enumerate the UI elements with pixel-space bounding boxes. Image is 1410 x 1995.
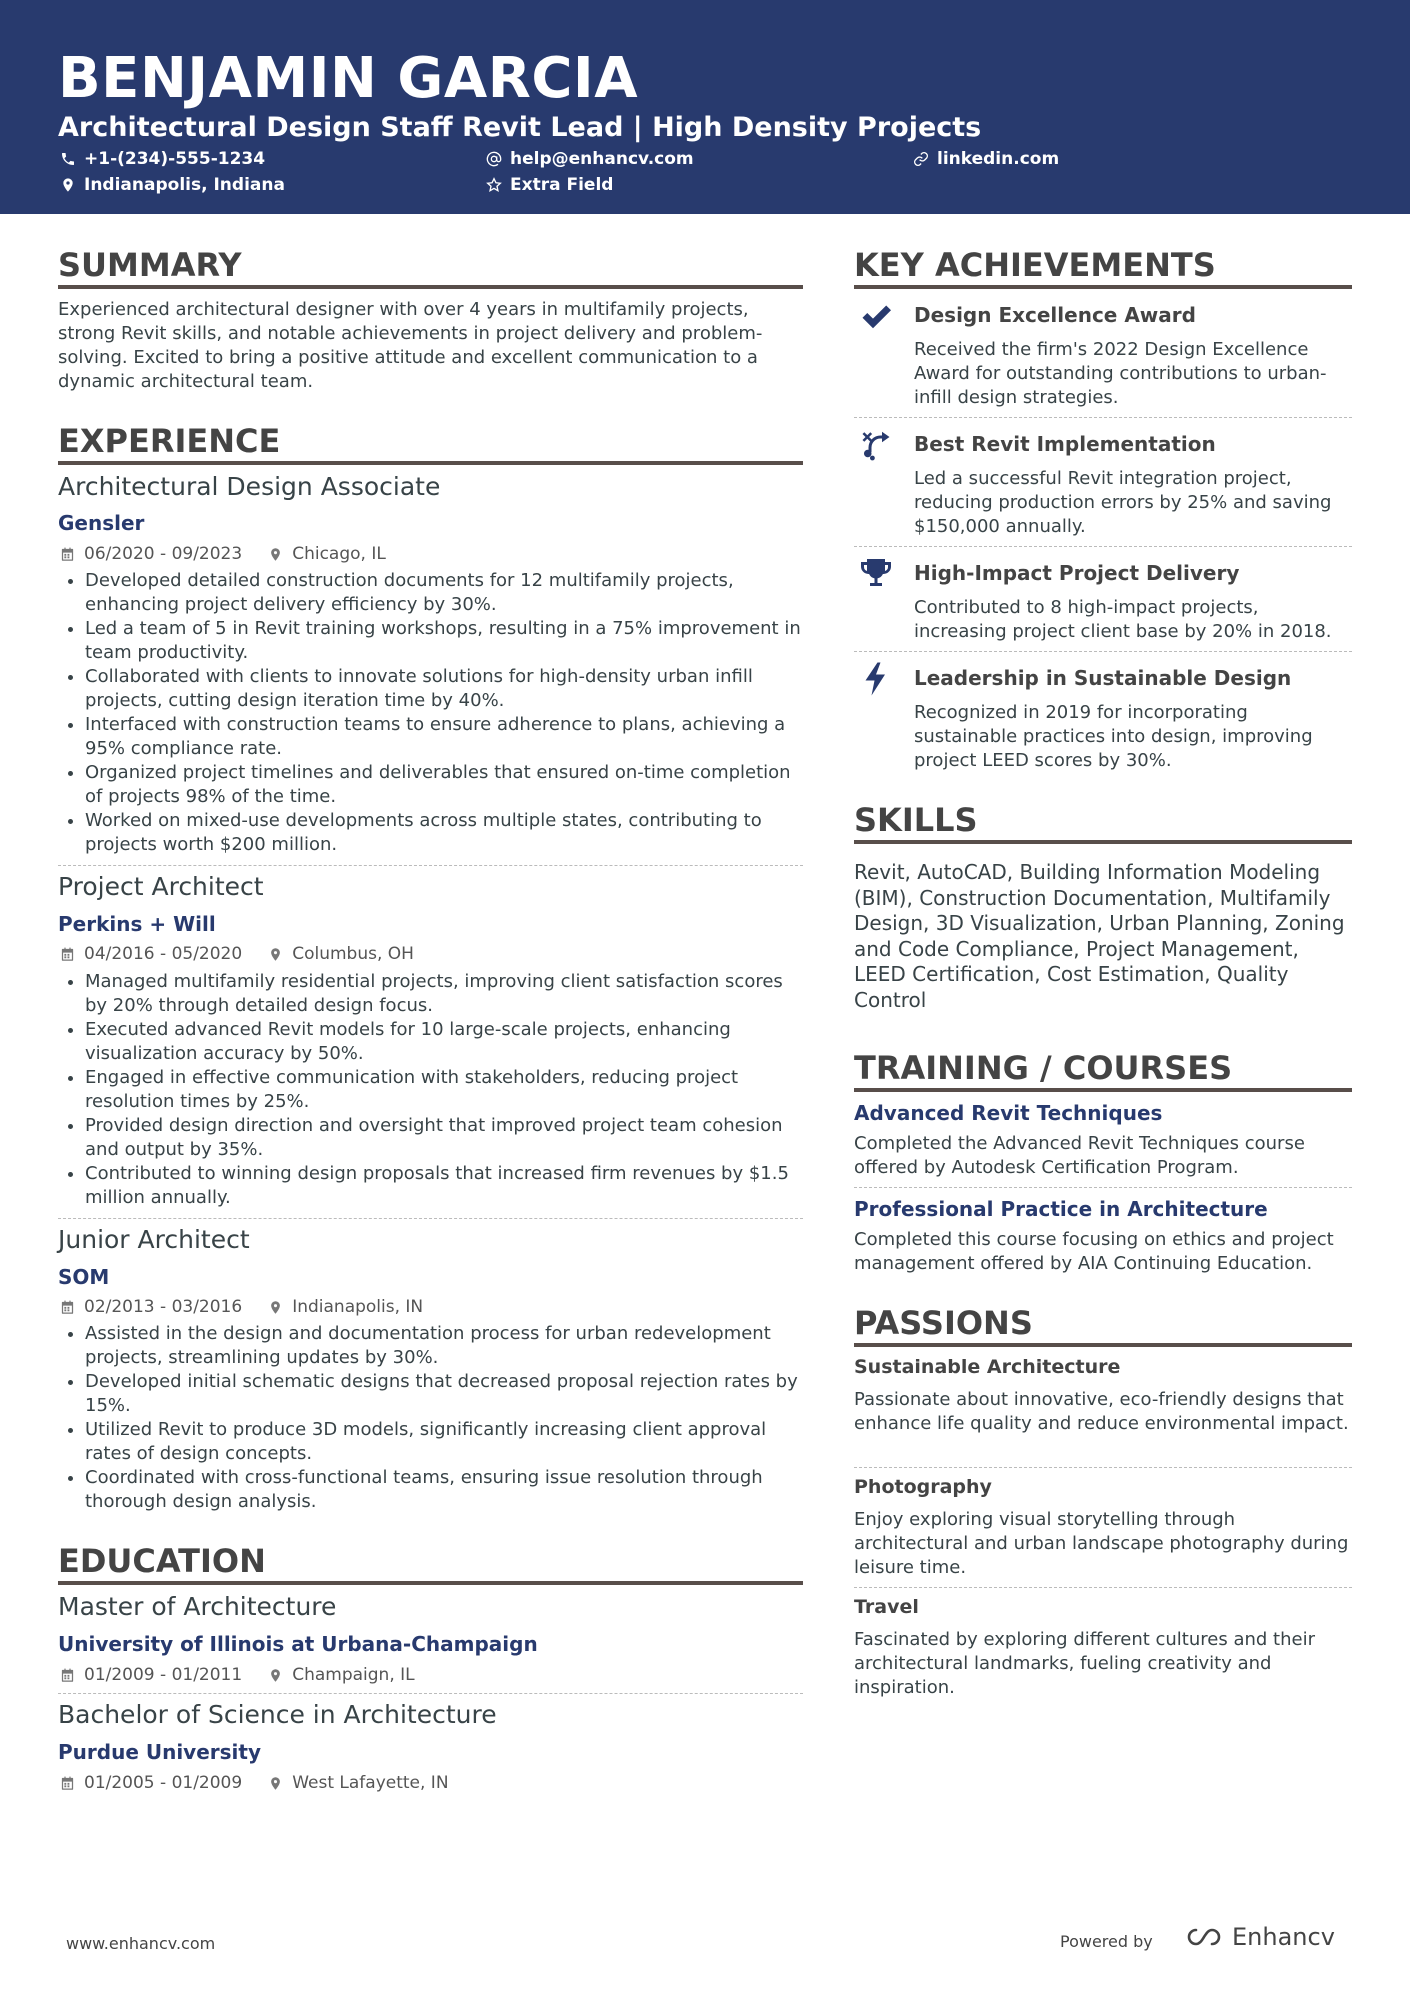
skills-rule — [854, 840, 1352, 844]
course-text: Completed this course focusing on ethics and project management offered by AIA Continuing Education. — [854, 1229, 1334, 1274]
job-location: Indianapolis, IN — [292, 1297, 424, 1317]
job-meta — [60, 943, 414, 965]
passion-text: Passionate about innovative, eco-friendly designs that enhance life quality and reduce environmental impact. — [854, 1389, 1349, 1434]
trophy-icon — [858, 556, 894, 592]
achievement-title: Leadership in Sustainable Design — [914, 666, 1292, 690]
calendar-icon — [60, 947, 75, 962]
achievement-title: Design Excellence Award — [914, 303, 1196, 327]
job-bullet: • Collaborated with clients to innovate solutions for high-density urban infill projects, cutting design iteration time by 40%. — [85, 665, 803, 713]
education-location: Champaign, IL — [292, 1665, 415, 1685]
achievements-heading: KEY ACHIEVEMENTS — [854, 246, 1216, 284]
school: University of Illinois at Urbana-Champaign — [58, 1632, 538, 1656]
job-role: Architectural Design Associate — [58, 472, 441, 501]
location-pin-icon — [60, 177, 76, 193]
passions-heading: PASSIONS — [854, 1304, 1033, 1342]
extra-field-text: Extra Field — [510, 175, 614, 195]
divider — [854, 1187, 1352, 1188]
job-bullet: • Organized project timelines and deliverables that ensured on-time completion of projects 98% of the time. — [85, 761, 803, 809]
job-bullet: • Developed detailed construction documents for 12 multifamily projects, enhancing project delivery efficiency by 30%. — [85, 569, 803, 617]
location-pin-icon — [268, 1300, 283, 1315]
education-meta — [60, 1772, 449, 1794]
job-bullet: • Managed multifamily residential projects, improving client satisfaction scores by 20% through detailed design focus. — [85, 970, 803, 1018]
enhancv-logo-icon — [1180, 1924, 1224, 1950]
location-pin-icon — [268, 1668, 283, 1683]
contact-phone[interactable] — [60, 148, 265, 170]
summary-rule — [58, 285, 803, 289]
summary-heading: SUMMARY — [58, 246, 242, 284]
checkmark-icon — [858, 299, 894, 335]
training-heading: TRAINING / COURSES — [854, 1049, 1233, 1087]
contact-email[interactable] — [486, 148, 694, 170]
course-text: Completed the Advanced Revit Techniques course offered by Autodesk Certification Program. — [854, 1133, 1305, 1178]
divider — [854, 546, 1352, 547]
enhancv-logo[interactable] — [1180, 1922, 1335, 1952]
course-title: Advanced Revit Techniques — [854, 1101, 1163, 1125]
achievement-text: Led a successful Revit integration project, reducing production errors by 25% and saving $150,000 annually. — [914, 468, 1332, 537]
job-bullet: • Led a team of 5 in Revit training workshops, resulting in a 75% improvement in team productivity. — [85, 617, 803, 665]
phone-text: +1-(234)-555-1234 — [84, 149, 266, 169]
job-bullets — [58, 1322, 803, 1514]
training-rule — [854, 1088, 1352, 1092]
job-bullet: • Utilized Revit to produce 3D models, significantly increasing client approval rates of design concepts. — [85, 1418, 803, 1466]
strategy-icon — [858, 428, 894, 464]
achievement-text: Contributed to 8 high-impact projects, increasing project client base by 20% in 2018. — [914, 597, 1332, 642]
summary-text: Experienced architectural designer with over 4 years in multifamily projects, strong Revit skills, and notable achievements in project delivery and problem-solving. Excited to bring a positive attitude and excellent communication to a dynamic architectural team. — [58, 299, 763, 392]
contact-extra — [486, 174, 613, 196]
job-company: SOM — [58, 1265, 110, 1289]
skills-text: Revit, AutoCAD, Building Information Modeling (BIM), Construction Documentation, Multifamily Design, 3D Visualization, Urban Planning, Zoning and Code Compliance, Project Management, LEED Certification, Cost Estimation, Quality Control — [854, 860, 1345, 1012]
job-bullets — [58, 970, 803, 1210]
job-company: Gensler — [58, 511, 145, 535]
divider — [854, 1587, 1352, 1588]
footer-website[interactable]: www.enhancv.com — [66, 1934, 216, 1953]
passion-title: Sustainable Architecture — [854, 1356, 1121, 1378]
job-location: Chicago, IL — [292, 544, 386, 564]
education-rule — [58, 1581, 803, 1585]
candidate-name: BENJAMIN GARCIA — [58, 46, 639, 111]
job-bullet: • Interfaced with construction teams to ensure adherence to plans, achieving a 95% compliance rate. — [85, 713, 803, 761]
phone-icon — [60, 151, 76, 167]
candidate-title: Architectural Design Staff Revit Lead | High Density Projects — [58, 112, 982, 143]
job-role: Project Architect — [58, 872, 264, 901]
job-dates: 06/2020 - 09/2023 — [84, 544, 243, 564]
enhancv-logo-text: Enhancv — [1232, 1923, 1335, 1951]
divider — [854, 1467, 1352, 1468]
divider — [58, 865, 803, 866]
education-heading: EDUCATION — [58, 1542, 266, 1580]
star-icon — [486, 177, 502, 193]
calendar-icon — [60, 1668, 75, 1683]
skills-heading: SKILLS — [854, 801, 978, 839]
experience-heading: EXPERIENCE — [58, 422, 281, 460]
resume-header — [0, 0, 1410, 214]
course-title: Professional Practice in Architecture — [854, 1197, 1268, 1221]
education-dates: 01/2005 - 01/2009 — [84, 1773, 243, 1793]
at-icon — [486, 151, 502, 167]
degree: Bachelor of Science in Architecture — [58, 1700, 497, 1729]
job-bullet: • Assisted in the design and documentation process for urban redevelopment projects, streamlining updates by 30%. — [85, 1322, 803, 1370]
school: Purdue University — [58, 1740, 261, 1764]
job-bullet: • Engaged in effective communication with stakeholders, reducing project resolution times by 25%. — [85, 1066, 803, 1114]
footer-powered-by: Powered by — [1060, 1932, 1153, 1951]
job-bullet: • Coordinated with cross-functional teams, ensuring issue resolution through thorough design analysis. — [85, 1466, 803, 1514]
job-bullet: • Worked on mixed-use developments across multiple states, contributing to projects worth $200 million. — [85, 809, 803, 857]
divider — [58, 1218, 803, 1219]
achievement-text: Recognized in 2019 for incorporating sustainable practices into design, improving project LEED scores by 30%. — [914, 702, 1313, 771]
linkedin-text: linkedin.com — [937, 149, 1060, 169]
education-location: West Lafayette, IN — [292, 1773, 449, 1793]
location-text: Indianapolis, Indiana — [84, 175, 285, 195]
contact-linkedin[interactable] — [913, 148, 1059, 170]
passion-title: Travel — [854, 1596, 919, 1618]
divider — [854, 417, 1352, 418]
experience-rule — [58, 461, 803, 465]
passion-title: Photography — [854, 1476, 992, 1498]
job-bullets — [58, 569, 803, 857]
achievement-title: High-Impact Project Delivery — [914, 561, 1240, 585]
lightning-icon — [858, 661, 894, 697]
calendar-icon — [60, 1776, 75, 1791]
job-role: Junior Architect — [58, 1225, 250, 1254]
job-location: Columbus, OH — [292, 944, 414, 964]
job-bullet: • Contributed to winning design proposals that increased firm revenues by $1.5 million annually. — [85, 1162, 803, 1210]
achievement-text: Received the firm's 2022 Design Excellence Award for outstanding contributions to urban-infill design strategies. — [914, 339, 1327, 408]
email-text: help@enhancv.com — [510, 149, 694, 169]
passion-text: Enjoy exploring visual storytelling through architectural and urban landscape photography during leisure time. — [854, 1509, 1349, 1578]
achievement-title: Best Revit Implementation — [914, 432, 1216, 456]
job-dates: 04/2016 - 05/2020 — [84, 944, 243, 964]
achievements-rule — [854, 285, 1352, 289]
education-meta — [60, 1664, 415, 1686]
job-bullet: • Executed advanced Revit models for 10 large-scale projects, enhancing visualization accuracy by 50%. — [85, 1018, 803, 1066]
location-pin-icon — [268, 547, 283, 562]
education-dates: 01/2009 - 01/2011 — [84, 1665, 243, 1685]
passions-rule — [854, 1343, 1352, 1347]
job-meta — [60, 543, 386, 565]
job-bullet: • Developed initial schematic designs that decreased proposal rejection rates by 15%. — [85, 1370, 803, 1418]
job-meta — [60, 1296, 423, 1318]
job-bullet: • Provided design direction and oversight that improved project team cohesion and output by 35%. — [85, 1114, 803, 1162]
job-dates: 02/2013 - 03/2016 — [84, 1297, 243, 1317]
calendar-icon — [60, 1300, 75, 1315]
location-pin-icon — [268, 947, 283, 962]
calendar-icon — [60, 547, 75, 562]
passion-text: Fascinated by exploring different cultures and their architectural landmarks, fueling creativity and inspiration. — [854, 1629, 1315, 1698]
contact-location — [60, 174, 285, 196]
job-company: Perkins + Will — [58, 912, 216, 936]
divider — [854, 651, 1352, 652]
divider — [58, 1693, 803, 1694]
link-icon — [913, 151, 929, 167]
degree: Master of Architecture — [58, 1592, 337, 1621]
location-pin-icon — [268, 1776, 283, 1791]
